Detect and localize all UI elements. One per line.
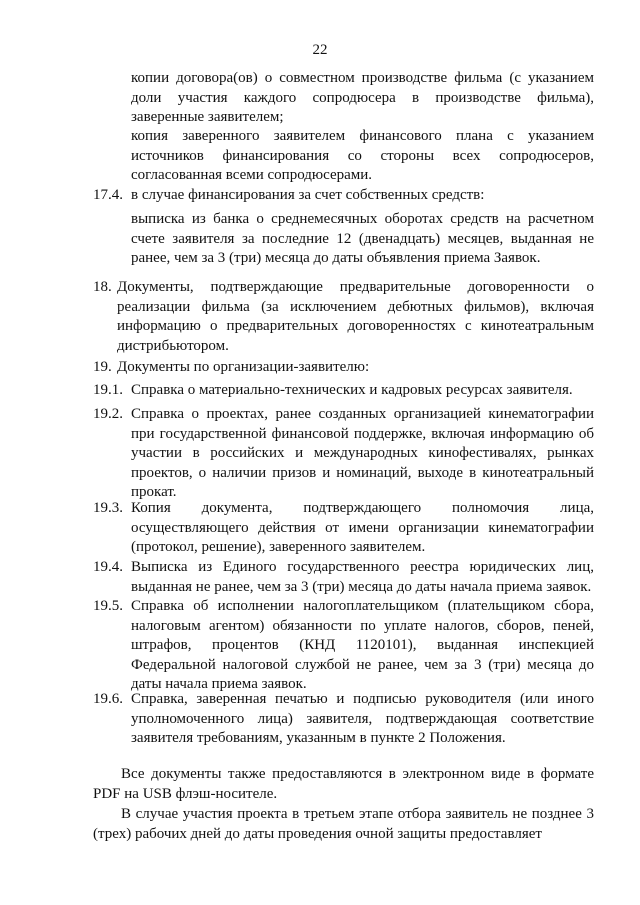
page-number: 22 (312, 42, 328, 58)
paragraph-electronic-copy: Все документы также предоставляются в электронном виде в формате PDF на USB флэш-носителе. (93, 766, 594, 802)
item-text-19-4: Выписка из Единого государственного реестра юридических лиц, выданная не ранее, чем за 3 (три) месяца до даты начала приема заявок. (131, 559, 594, 595)
item-text-19-3: Копия документа, подтверждающего полномочия лица, осуществляющего действия от имени организации кинематографии (протокол, решение), заверенного заявителем. (131, 500, 594, 555)
item-text-19: Документы по организации-заявителю: (117, 359, 370, 375)
item-label-19-2: 19.2. (93, 406, 123, 422)
item-text-19-5: Справка об исполнении налогоплательщиком (плательщиком сбора, налоговым агентом) обязанности по уплате налогов, сборов, пеней, штрафов, процентов (КНД 1120101), выданная инспекцией Федеральной налоговой службой не ранее, чем за 3 (три) месяца до даты начала приема заявок. (131, 598, 594, 692)
item-label-18: 18. (93, 279, 112, 295)
item-text-19-2: Справка о проектах, ранее созданных организацией кинематографии при государственной финансовой поддержке, включая информацию об участии в российских и международных кинофестивалях, рынках проектов, о наличии призов и номинаций, выходе в кинотеатральный прокат. (131, 406, 594, 500)
item-text-18: Документы, подтверждающие предварительные договоренности о реализации фильма (за исключением дебютных фильмов), включая информацию о предварительных договоренностях с кинотеатральным дистрибьютором. (117, 279, 594, 354)
item-label-19-5: 19.5. (93, 598, 123, 614)
item-label-19-4: 19.4. (93, 559, 123, 575)
item-label-19: 19. (93, 359, 112, 375)
item-label-17-4: 17.4. (93, 187, 123, 203)
item-label-19-1: 19.1. (93, 382, 123, 398)
item-text-19-6: Справка, заверенная печатью и подписью руководителя (или иного уполномоченного лица) заявителя, подтверждающая соответствие заявителя требованиям, указанным в пункте 2 Положения. (131, 691, 594, 746)
paragraph-financial-plan-copy: копия заверенного заявителем финансового плана с указанием источников финансирования со стороны всех сопродюсеров, согласованная всеми сопродюсерами. (131, 128, 594, 183)
paragraph-coproduction-contracts: копии договора(ов) о совместном производстве фильма (с указанием доли участия каждого сопродюсера в производстве фильма), заверенные заявителем; (131, 70, 594, 125)
item-text-17-4: в случае финансирования за счет собственных средств: (131, 187, 485, 203)
item-label-19-3: 19.3. (93, 500, 123, 516)
item-label-19-6: 19.6. (93, 691, 123, 707)
paragraph-third-stage: В случае участия проекта в третьем этапе отбора заявитель не позднее 3 (трех) рабочих дней до даты проведения очной защиты предоставляет (93, 806, 594, 842)
item-text-19-1: Справка о материально-технических и кадровых ресурсах заявителя. (131, 382, 573, 398)
paragraph-bank-statement: выписка из банка о среднемесячных оборотах средств на расчетном счете заявителя за последние 12 (двенадцать) месяцев, выданная не ранее, чем за 3 (три) месяца до даты объявления приема Заявок. (131, 211, 594, 266)
